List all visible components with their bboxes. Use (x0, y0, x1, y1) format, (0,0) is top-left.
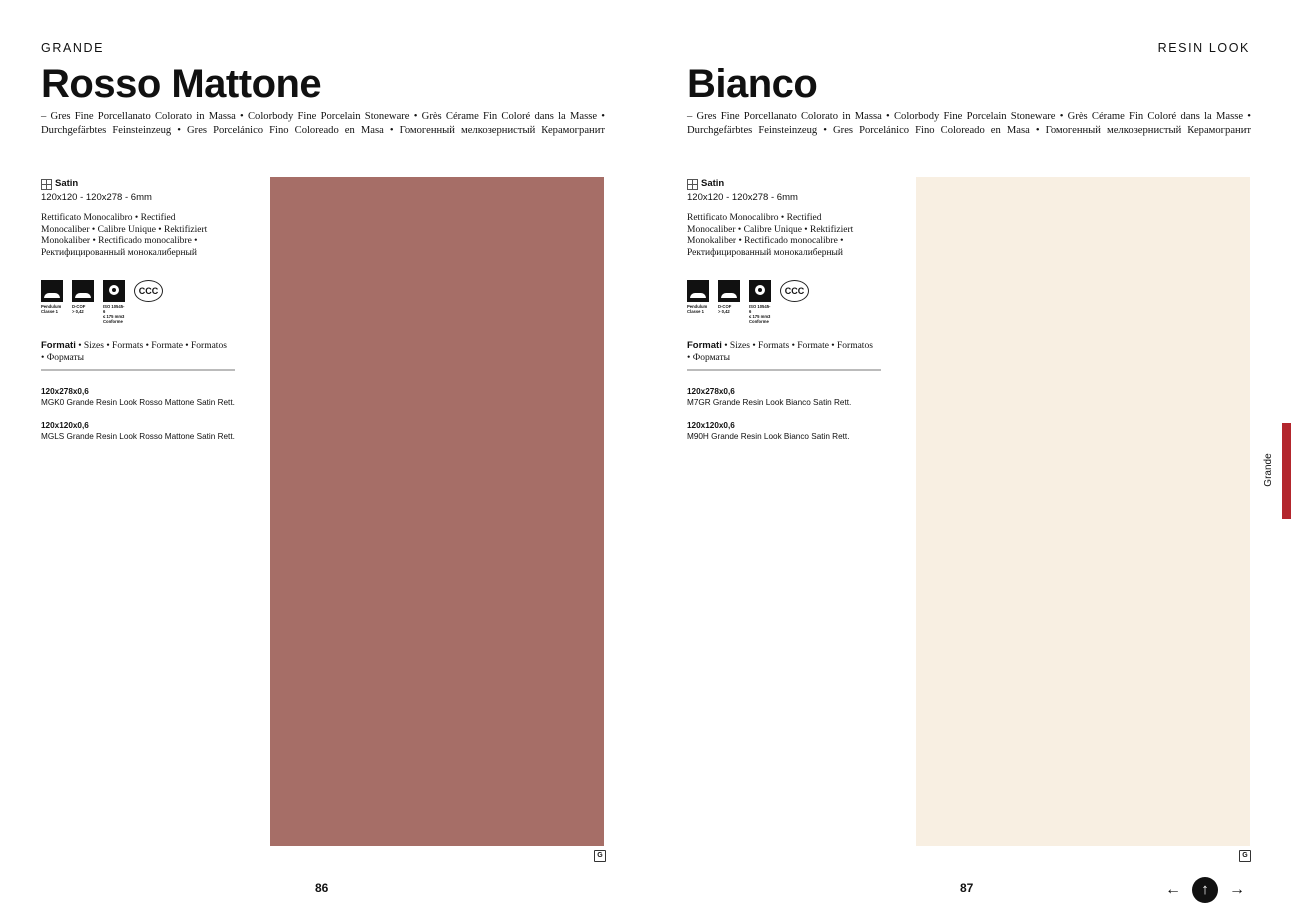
certifications (687, 280, 809, 324)
product-size: 120x278x0,6 (687, 387, 735, 396)
rectified-info: Rettificato Monocalibro • Rectified Monocaliber • Calibre Unique • Rektifiziert Monokaliber • Rectificado monocalibre • Ректифицированный монокалиберный (687, 213, 854, 258)
material-description: – Gres Fine Porcellanato Colorato in Massa • Colorbody Fine Porcelain Stoneware • Grès Cérame Fin Coloré dans la Masse • Durchgefärbtes Feinsteinzeug • Gres Porcelánico Fino Coloreado en Masa • Гомогенный мелкозернистый Керамогранит (41, 111, 605, 136)
cert-iso (103, 280, 125, 324)
formats-translations: • Sizes • Formats • Formate • Formatos • Форматы (687, 341, 873, 363)
section-tab[interactable] (1282, 423, 1291, 519)
divider (41, 369, 235, 371)
satin-finish-icon (687, 179, 698, 190)
dimensions: 120x120 - 120x278 - 6mm (687, 192, 798, 203)
product-entry (41, 420, 235, 442)
product-size: 120x120x0,6 (687, 421, 735, 430)
certifications (41, 280, 163, 324)
formats-heading (41, 340, 231, 364)
finish-label: Satin (701, 178, 725, 189)
grande-badge-icon: G (1239, 850, 1251, 862)
divider (687, 369, 881, 371)
cert-dcof (718, 280, 740, 324)
abrasion-disc-icon (749, 280, 771, 302)
arrow-up-icon[interactable]: ↑ (1192, 877, 1218, 903)
cert-label: ISO 10545-6 ≤ 175 mm3 Conforme (103, 304, 125, 324)
section-tab-label[interactable]: Grande (1263, 453, 1274, 487)
ccc-mark-icon: CCC (780, 280, 809, 302)
cert-label: ISO 10545-6 ≤ 175 mm3 Conforme (749, 304, 771, 324)
formats-translations: • Sizes • Formats • Formate • Formatos • Форматы (41, 341, 227, 363)
material-description: – Gres Fine Porcellanato Colorato in Massa • Colorbody Fine Porcelain Stoneware • Grès Cérame Fin Coloré dans la Masse • Durchgefärbtes Feinsteinzeug • Gres Porcelánico Fino Coloreado en Masa • Гомогенный мелкозернистый Керамогранит (687, 111, 1251, 136)
finish-label: Satin (55, 178, 79, 189)
arrow-right-icon[interactable]: → (1229, 881, 1245, 898)
product-code: MGK0 Grande Resin Look Rosso Mattone Satin Rett. (41, 398, 235, 407)
page-number: 87 (960, 881, 974, 895)
cert-ccc (780, 280, 809, 324)
dimensions: 120x120 - 120x278 - 6mm (41, 192, 152, 203)
formats-bold: Formati (687, 340, 722, 351)
product-entry (687, 386, 851, 408)
cert-pendulum (687, 280, 709, 324)
finish-info (687, 178, 798, 204)
product-entry (41, 386, 235, 408)
satin-finish-icon (41, 179, 52, 190)
abrasion-disc-icon (103, 280, 125, 302)
formats-bold: Formati (41, 340, 76, 351)
finish-info (41, 178, 152, 204)
section-kicker: RESIN LOOK (1157, 41, 1250, 55)
cert-label: D-COF > 0,42 (718, 304, 732, 314)
product-code: M7GR Grande Resin Look Bianco Satin Rett. (687, 398, 852, 407)
product-entry (687, 420, 849, 442)
ccc-mark-icon: CCC (134, 280, 163, 302)
tile-swatch (916, 177, 1250, 846)
cert-label: Pendulum Classe 1 (41, 304, 62, 314)
dcof-icon (72, 280, 94, 302)
cert-dcof (72, 280, 94, 324)
page-title: Bianco (687, 62, 818, 106)
page-number: 86 (315, 881, 329, 895)
arrow-left-icon[interactable]: ← (1165, 881, 1181, 898)
product-size: 120x120x0,6 (41, 421, 89, 430)
cert-iso (749, 280, 771, 324)
section-kicker: GRANDE (41, 41, 105, 55)
cert-label: D-COF > 0,42 (72, 304, 86, 314)
product-code: M90H Grande Resin Look Bianco Satin Rett. (687, 432, 850, 441)
product-code: MGLS Grande Resin Look Rosso Mattone Satin Rett. (41, 432, 235, 441)
tile-swatch (270, 177, 604, 846)
pendulum-icon (687, 280, 709, 302)
product-size: 120x278x0,6 (41, 387, 89, 396)
page-title: Rosso Mattone (41, 62, 322, 106)
pendulum-icon (41, 280, 63, 302)
cert-ccc (134, 280, 163, 324)
cert-pendulum (41, 280, 63, 324)
rectified-info: Rettificato Monocalibro • Rectified Monocaliber • Calibre Unique • Rektifiziert Monokaliber • Rectificado monocalibre • Ректифицированный монокалиберный (41, 213, 208, 258)
dcof-icon (718, 280, 740, 302)
cert-label: Pendulum Classe 1 (687, 304, 708, 314)
grande-badge-icon: G (594, 850, 606, 862)
formats-heading (687, 340, 877, 364)
